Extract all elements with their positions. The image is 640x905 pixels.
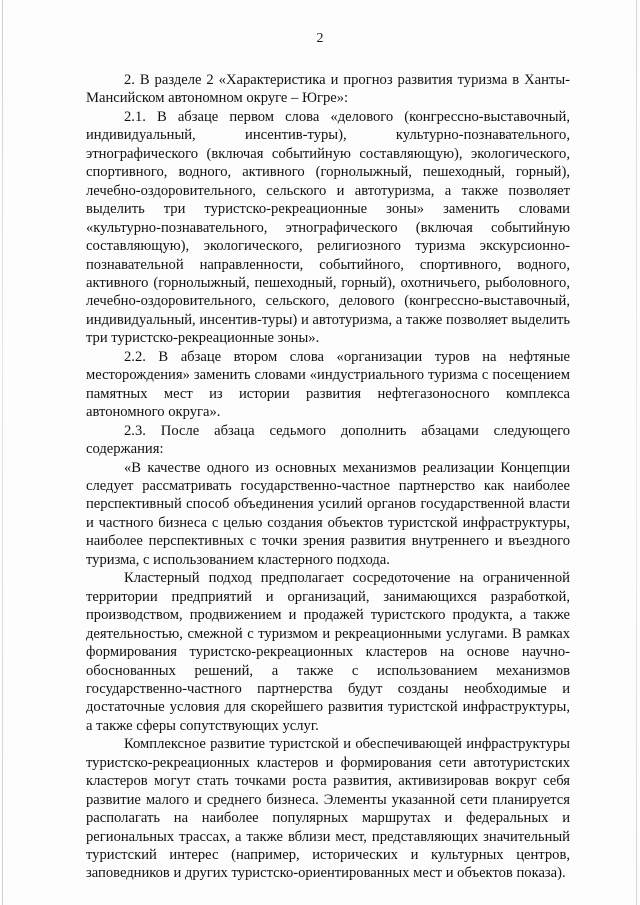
paragraph-section-2-intro: 2. В разделе 2 «Характеристика и прогноз развития туризма в Ханты-Мансийском автономном округе – Югре»:: [86, 72, 570, 107]
scan-edge-right: [636, 0, 637, 905]
paragraph-cluster-approach: Кластерный подход предполагает сосредоточение на ограниченной территории предприятий и организаций, занимающихся разработкой, производством, продвижением и продажей туристского продукта, а также деятельностью, смежной с туризмом и рекреационными услугами. В рамках формирования туристско-рекреационных кластеров на основе научно-обоснованных решений, а также с использованием механизмов государственно-частного партнерства будут созданы необходимые и достаточные условия для скорейшего развития туристской инфраструктуры, а также сферы сопутствующих услуг.: [86, 570, 570, 734]
document-body: [86, 71, 570, 883]
paragraph-item-2-1: 2.1. В абзаце первом слова «делового (конгрессно-выставочный, индивидуальный, инсентив-туры), культурно-познавательного, этнографического (включая событийную составляющую), экологического, спортивного, водного, активного (горнолыжный, пешеходный, горный), лечебно-оздоровительного, сельского и автотуризма, а также позволяет выделить три туристско-рекреационные зоны» заменить словами «культурно-познавательного, этнографического (включая событийную составляющую), экологического, религиозного туризма экскурсионно-познавательной направленности, событийного, спортивного, водного, активного (горнолыжный, пешеходный, горный), охотничьего, рыболовного, лечебно-оздоровительного, сельского, делового (конгрессно-выставочный, индивидуальный, инсентив-туры) и автотуризма, а также позволяет выделить три туристско-рекреационные зоны».: [86, 108, 571, 347]
page-number: 2: [316, 31, 324, 46]
paragraph-quote-ppp: «В качестве одного из основных механизмов реализации Концепции следует рассматривать государственно-частное партнерство как наиболее перспективный способ объединения усилий органов государственной власти и частного бизнеса с целью создания объектов туристской инфраструктуры, наиболее перспективных с точки зрения развития внутреннего и въездного туризма, с использованием кластерного подхода.: [86, 459, 570, 568]
paragraph-item-2-2: 2.2. В абзаце втором слова «организации туров на нефтяные месторождения» заменить словами «индустриального туризма с посещением памятных мест из истории развития нефтегазоносного комплекса автономного округа».: [86, 348, 570, 421]
paragraph-complex-development: Комплексное развитие туристской и обеспечивающей инфраструктуры туристско-рекреационных кластеров и формирования сети автотуристских кластеров могут стать точками роста развития, активизировав вокруг себя развитие малого и среднего бизнеса. Элементы указанной сети планируется располагать на наиболее популярных маршрутах и федеральных и региональных трассах, а также вблизи мест, представляющих значительный туристский интерес (например, исторических и культурных центров, заповедников и других туристско-ориентированных мест и объектов показа).: [86, 736, 570, 882]
paragraph-item-2-3: 2.3. После абзаца седьмого дополнить абзацами следующего содержания:: [86, 422, 570, 458]
scan-edge-left: [2, 0, 3, 905]
